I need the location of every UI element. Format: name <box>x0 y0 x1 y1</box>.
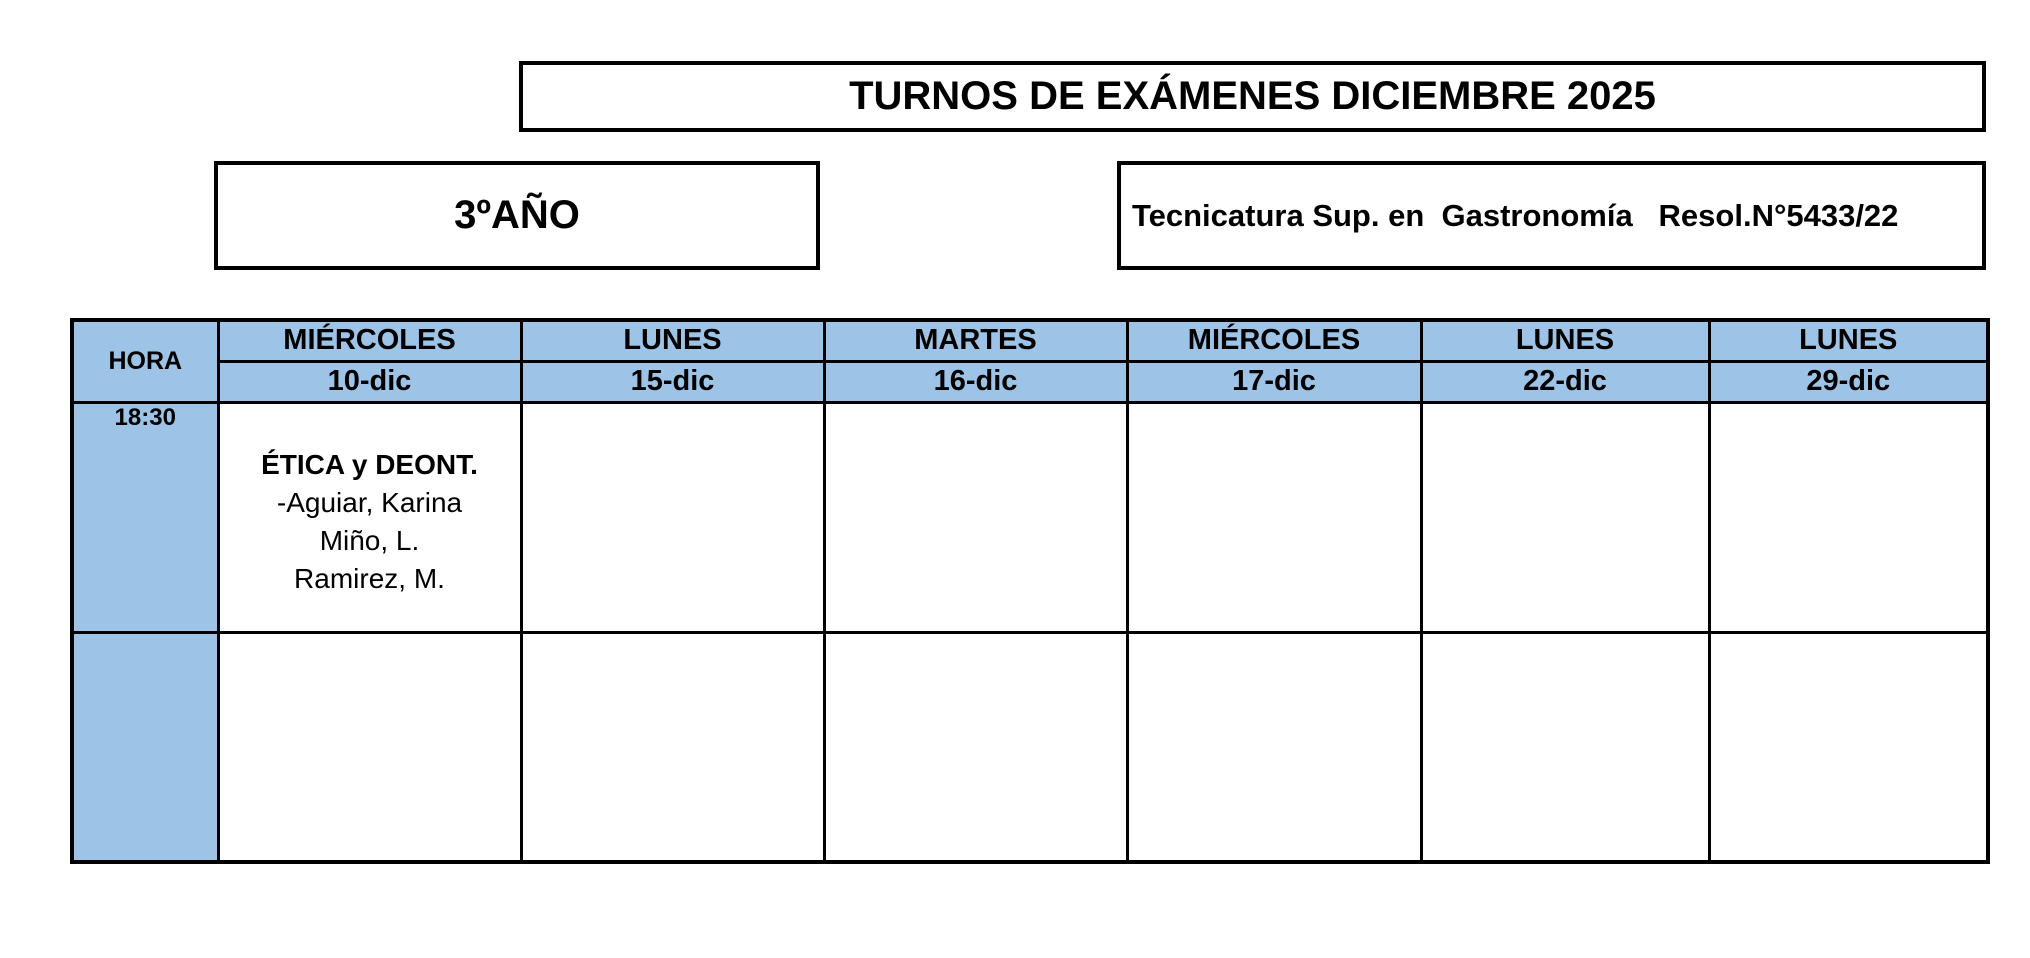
year-label: 3ºAÑO <box>454 193 580 237</box>
weekday-header: LUNES <box>521 320 824 361</box>
career-label: Tecnicatura Sup. en Gastronomía Resol.N°5433/22 <box>1132 197 1899 233</box>
date-header: 17-dic <box>1127 361 1421 402</box>
exam-teacher: Miño, L. <box>319 524 420 556</box>
weekday-row <box>72 320 1988 361</box>
hour-cell: 18:30 <box>72 402 218 632</box>
exam-cell <box>1421 632 1709 862</box>
date-header: 16-dic <box>824 361 1127 402</box>
date-header: 22-dic <box>1421 361 1709 402</box>
hour-cell <box>72 632 218 862</box>
exam-cell <box>218 402 521 632</box>
exam-schedule-table <box>70 318 1990 864</box>
exam-cell <box>1709 632 1988 862</box>
exam-cell <box>521 402 824 632</box>
exam-cell <box>1127 632 1421 862</box>
weekday-header: LUNES <box>1421 320 1709 361</box>
document-title <box>519 61 1986 132</box>
exam-cell <box>824 402 1127 632</box>
exam-cell <box>1421 402 1709 632</box>
exam-cell <box>824 632 1127 862</box>
weekday-header: MARTES <box>824 320 1127 361</box>
time-slot-row <box>72 402 1988 632</box>
date-header: 29-dic <box>1709 361 1988 402</box>
time-slot-row <box>72 632 1988 862</box>
weekday-header: MIÉRCOLES <box>218 320 521 361</box>
year-box <box>214 161 820 270</box>
exam-cell <box>218 632 521 862</box>
exam-cell <box>1127 402 1421 632</box>
hour-header: HORA <box>72 320 218 402</box>
document-title-text: TURNOS DE EXÁMENES DICIEMBRE 2025 <box>849 74 1656 118</box>
career-box <box>1117 161 1986 270</box>
weekday-header: MIÉRCOLES <box>1127 320 1421 361</box>
date-header: 10-dic <box>218 361 521 402</box>
exam-teacher: Ramirez, M. <box>294 562 445 594</box>
exam-cell <box>521 632 824 862</box>
exam-entry <box>220 404 520 598</box>
date-row <box>72 361 1988 402</box>
weekday-header: LUNES <box>1709 320 1988 361</box>
exam-teacher: -Aguiar, Karina <box>276 486 463 518</box>
exam-cell <box>1709 402 1988 632</box>
date-header: 15-dic <box>521 361 824 402</box>
exam-subject: ÉTICA y DEONT. <box>261 448 478 480</box>
